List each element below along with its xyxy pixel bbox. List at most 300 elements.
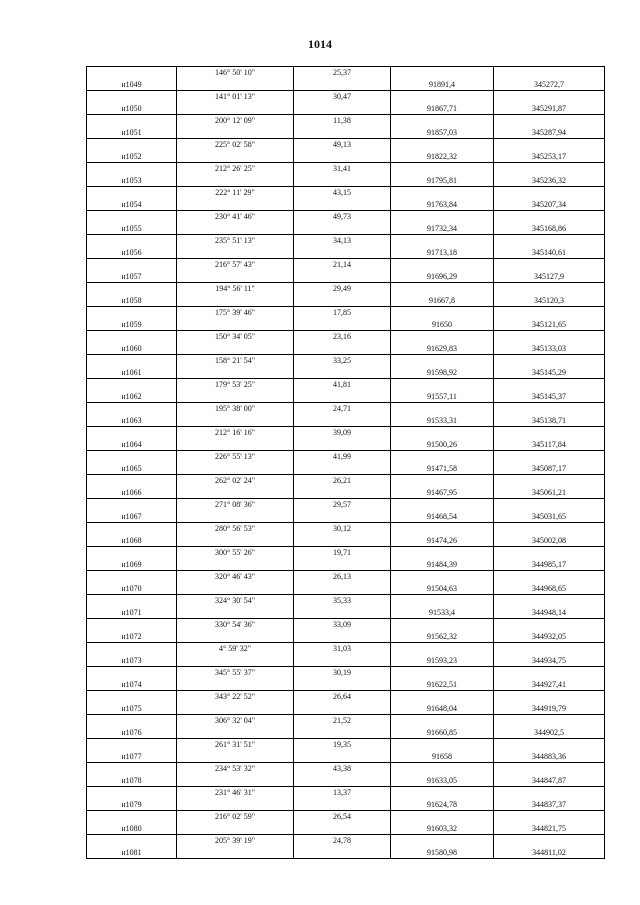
segment-angle-cell: 271° 08' 36" (177, 499, 294, 511)
segment-angle-cell: 158° 21' 54" (177, 355, 294, 367)
point-id-cell: н1060 (87, 343, 177, 355)
point-empty-cell (294, 343, 391, 355)
point-y-cell: 345145,29 (494, 367, 605, 379)
segment-row (87, 451, 605, 463)
segment-angle-cell: 195° 38' 00" (177, 403, 294, 415)
point-empty-cell (294, 535, 391, 547)
segment-empty-cell (494, 307, 605, 319)
point-x-cell: 91624,78 (391, 799, 494, 811)
segment-empty-cell (391, 499, 494, 511)
segment-empty-cell (391, 739, 494, 751)
segment-angle-cell: 216° 02' 59" (177, 811, 294, 823)
point-id-cell: н1078 (87, 775, 177, 787)
point-empty-cell (177, 751, 294, 763)
point-id-cell: н1062 (87, 391, 177, 403)
segment-row (87, 427, 605, 439)
point-row (87, 103, 605, 115)
segment-empty-cell (494, 451, 605, 463)
point-empty-cell (294, 511, 391, 523)
point-empty-cell (177, 415, 294, 427)
segment-row (87, 307, 605, 319)
segment-empty-cell (494, 187, 605, 199)
point-row (87, 823, 605, 835)
segment-empty-cell (87, 523, 177, 535)
segment-row (87, 331, 605, 343)
point-empty-cell (177, 799, 294, 811)
point-id-cell: н1049 (87, 79, 177, 91)
segment-empty-cell (87, 211, 177, 223)
segment-empty-cell (391, 139, 494, 151)
segment-row (87, 403, 605, 415)
segment-length-cell: 30,12 (294, 523, 391, 535)
segment-empty-cell (391, 67, 494, 79)
segment-empty-cell (391, 187, 494, 199)
segment-empty-cell (391, 163, 494, 175)
segment-empty-cell (87, 571, 177, 583)
segment-length-cell: 24,78 (294, 835, 391, 847)
point-empty-cell (177, 583, 294, 595)
point-y-cell: 344847,87 (494, 775, 605, 787)
segment-row (87, 619, 605, 631)
segment-empty-cell (87, 763, 177, 775)
segment-length-cell: 41,81 (294, 379, 391, 391)
point-x-cell: 91580,98 (391, 847, 494, 859)
point-empty-cell (294, 463, 391, 475)
point-y-cell: 345120,3 (494, 295, 605, 307)
segment-empty-cell (87, 667, 177, 679)
segment-row (87, 835, 605, 847)
segment-empty-cell (391, 571, 494, 583)
segment-empty-cell (391, 283, 494, 295)
segment-length-cell: 29,49 (294, 283, 391, 295)
segment-empty-cell (494, 571, 605, 583)
point-id-cell: н1077 (87, 751, 177, 763)
segment-empty-cell (87, 379, 177, 391)
point-id-cell: н1075 (87, 703, 177, 715)
point-id-cell: н1068 (87, 535, 177, 547)
point-empty-cell (294, 223, 391, 235)
segment-angle-cell: 306° 32' 04" (177, 715, 294, 727)
point-empty-cell (177, 463, 294, 475)
segment-empty-cell (87, 451, 177, 463)
point-x-cell: 91500,26 (391, 439, 494, 451)
point-y-cell: 345133,03 (494, 343, 605, 355)
segment-empty-cell (391, 811, 494, 823)
segment-empty-cell (391, 763, 494, 775)
segment-length-cell: 21,52 (294, 715, 391, 727)
segment-angle-cell: 222° 11' 29" (177, 187, 294, 199)
segment-angle-cell: 179° 53' 25" (177, 379, 294, 391)
point-empty-cell (294, 775, 391, 787)
point-row (87, 247, 605, 259)
point-x-cell: 91467,95 (391, 487, 494, 499)
point-id-cell: н1061 (87, 367, 177, 379)
point-row (87, 679, 605, 691)
segment-length-cell: 39,09 (294, 427, 391, 439)
point-id-cell: н1050 (87, 103, 177, 115)
point-empty-cell (294, 127, 391, 139)
segment-length-cell: 26,21 (294, 475, 391, 487)
point-id-cell: н1076 (87, 727, 177, 739)
segment-empty-cell (391, 523, 494, 535)
point-row (87, 343, 605, 355)
segment-empty-cell (87, 619, 177, 631)
segment-row (87, 283, 605, 295)
segment-angle-cell: 235° 51' 13" (177, 235, 294, 247)
point-row (87, 655, 605, 667)
point-y-cell: 345138,71 (494, 415, 605, 427)
point-row (87, 703, 605, 715)
segment-empty-cell (87, 715, 177, 727)
segment-empty-cell (391, 475, 494, 487)
point-y-cell: 344837,37 (494, 799, 605, 811)
segment-angle-cell: 231° 46' 31" (177, 787, 294, 799)
segment-empty-cell (87, 307, 177, 319)
point-x-cell: 91593,23 (391, 655, 494, 667)
point-y-cell: 345127,9 (494, 271, 605, 283)
point-empty-cell (177, 295, 294, 307)
point-empty-cell (177, 847, 294, 859)
segment-empty-cell (391, 715, 494, 727)
segment-angle-cell: 230° 41' 46" (177, 211, 294, 223)
segment-row (87, 715, 605, 727)
point-empty-cell (294, 607, 391, 619)
point-y-cell: 344927,41 (494, 679, 605, 691)
segment-row (87, 739, 605, 751)
segment-row (87, 235, 605, 247)
segment-empty-cell (87, 163, 177, 175)
segment-angle-cell: 141° 01' 13" (177, 91, 294, 103)
segment-length-cell: 30,19 (294, 667, 391, 679)
point-empty-cell (294, 799, 391, 811)
point-empty-cell (294, 415, 391, 427)
segment-length-cell: 19,35 (294, 739, 391, 751)
segment-angle-cell: 146° 50' 10" (177, 67, 294, 79)
segment-empty-cell (494, 427, 605, 439)
segment-angle-cell: 4° 59' 32" (177, 643, 294, 655)
segment-empty-cell (494, 403, 605, 415)
segment-empty-cell (87, 67, 177, 79)
point-x-cell: 91648,04 (391, 703, 494, 715)
segment-row (87, 259, 605, 271)
point-id-cell: н1063 (87, 415, 177, 427)
segment-empty-cell (391, 667, 494, 679)
point-empty-cell (177, 655, 294, 667)
point-id-cell: н1074 (87, 679, 177, 691)
point-empty-cell (177, 223, 294, 235)
segment-length-cell: 21,14 (294, 259, 391, 271)
segment-row (87, 379, 605, 391)
segment-angle-cell: 194° 56' 11" (177, 283, 294, 295)
segment-angle-cell: 225° 02' 58" (177, 139, 294, 151)
segment-length-cell: 26,64 (294, 691, 391, 703)
segment-empty-cell (494, 595, 605, 607)
coordinates-table (86, 66, 605, 859)
segment-empty-cell (391, 331, 494, 343)
point-id-cell: н1064 (87, 439, 177, 451)
point-id-cell: н1059 (87, 319, 177, 331)
point-empty-cell (177, 199, 294, 211)
point-row (87, 799, 605, 811)
segment-length-cell: 49,73 (294, 211, 391, 223)
point-empty-cell (294, 199, 391, 211)
point-row (87, 175, 605, 187)
segment-row (87, 499, 605, 511)
segment-empty-cell (494, 91, 605, 103)
segment-empty-cell (87, 547, 177, 559)
point-id-cell: н1052 (87, 151, 177, 163)
segment-empty-cell (391, 835, 494, 847)
point-row (87, 223, 605, 235)
segment-length-cell: 33,25 (294, 355, 391, 367)
segment-empty-cell (494, 115, 605, 127)
point-empty-cell (294, 655, 391, 667)
point-id-cell: н1051 (87, 127, 177, 139)
point-empty-cell (294, 175, 391, 187)
point-id-cell: н1056 (87, 247, 177, 259)
segment-length-cell: 41,99 (294, 451, 391, 463)
segment-angle-cell: 345° 55' 37" (177, 667, 294, 679)
segment-empty-cell (391, 259, 494, 271)
segment-empty-cell (494, 379, 605, 391)
segment-empty-cell (87, 811, 177, 823)
point-y-cell: 345087,17 (494, 463, 605, 475)
point-id-cell: н1071 (87, 607, 177, 619)
point-row (87, 367, 605, 379)
segment-length-cell: 13,37 (294, 787, 391, 799)
point-y-cell: 344821,75 (494, 823, 605, 835)
point-id-cell: н1072 (87, 631, 177, 643)
point-empty-cell (294, 679, 391, 691)
segment-empty-cell (494, 523, 605, 535)
point-row (87, 775, 605, 787)
point-row (87, 607, 605, 619)
segment-angle-cell: 261° 31' 51" (177, 739, 294, 751)
point-x-cell: 91763,84 (391, 199, 494, 211)
point-row (87, 199, 605, 211)
segment-empty-cell (87, 115, 177, 127)
segment-angle-cell: 212° 16' 16" (177, 427, 294, 439)
point-y-cell: 344934,75 (494, 655, 605, 667)
point-empty-cell (294, 151, 391, 163)
point-empty-cell (177, 823, 294, 835)
point-y-cell: 345117,84 (494, 439, 605, 451)
segment-angle-cell: 175° 39' 46" (177, 307, 294, 319)
point-row (87, 583, 605, 595)
point-id-cell: н1054 (87, 199, 177, 211)
segment-empty-cell (87, 91, 177, 103)
segment-length-cell: 19,71 (294, 547, 391, 559)
segment-row (87, 163, 605, 175)
point-x-cell: 91857,03 (391, 127, 494, 139)
segment-length-cell: 34,13 (294, 235, 391, 247)
point-x-cell: 91713,18 (391, 247, 494, 259)
segment-empty-cell (494, 211, 605, 223)
segment-empty-cell (391, 643, 494, 655)
segment-empty-cell (87, 427, 177, 439)
point-y-cell: 345031,65 (494, 511, 605, 523)
point-empty-cell (177, 367, 294, 379)
point-y-cell: 344985,17 (494, 559, 605, 571)
segment-empty-cell (87, 139, 177, 151)
point-empty-cell (177, 271, 294, 283)
point-empty-cell (177, 535, 294, 547)
point-empty-cell (177, 103, 294, 115)
segment-empty-cell (494, 787, 605, 799)
point-x-cell: 91867,71 (391, 103, 494, 115)
segment-row (87, 691, 605, 703)
segment-empty-cell (494, 715, 605, 727)
point-x-cell: 91471,58 (391, 463, 494, 475)
point-empty-cell (294, 559, 391, 571)
point-row (87, 511, 605, 523)
point-empty-cell (294, 367, 391, 379)
segment-empty-cell (494, 139, 605, 151)
segment-length-cell: 35,33 (294, 595, 391, 607)
point-y-cell: 344932,05 (494, 631, 605, 643)
segment-row (87, 787, 605, 799)
point-row (87, 631, 605, 643)
segment-length-cell: 30,47 (294, 91, 391, 103)
point-empty-cell (177, 727, 294, 739)
point-row (87, 439, 605, 451)
segment-row (87, 763, 605, 775)
point-empty-cell (294, 439, 391, 451)
segment-angle-cell: 320° 46' 43" (177, 571, 294, 583)
point-empty-cell (177, 775, 294, 787)
point-y-cell: 345287,94 (494, 127, 605, 139)
point-y-cell: 345291,87 (494, 103, 605, 115)
point-y-cell: 345140,61 (494, 247, 605, 259)
segment-empty-cell (87, 355, 177, 367)
segment-empty-cell (494, 739, 605, 751)
point-empty-cell (177, 391, 294, 403)
point-empty-cell (177, 679, 294, 691)
point-empty-cell (294, 847, 391, 859)
segment-empty-cell (391, 691, 494, 703)
point-empty-cell (177, 343, 294, 355)
point-x-cell: 91562,32 (391, 631, 494, 643)
point-row (87, 727, 605, 739)
point-x-cell: 91629,83 (391, 343, 494, 355)
segment-length-cell: 26,54 (294, 811, 391, 823)
point-row (87, 271, 605, 283)
point-y-cell: 344948,14 (494, 607, 605, 619)
segment-row (87, 667, 605, 679)
point-x-cell: 91667,8 (391, 295, 494, 307)
coordinates-table-body (87, 67, 605, 859)
point-x-cell: 91622,51 (391, 679, 494, 691)
point-row (87, 535, 605, 547)
point-x-cell: 91795,81 (391, 175, 494, 187)
segment-angle-cell: 212° 26' 25" (177, 163, 294, 175)
point-empty-cell (294, 295, 391, 307)
point-y-cell: 345207,34 (494, 199, 605, 211)
point-row (87, 751, 605, 763)
segment-row (87, 139, 605, 151)
point-row (87, 319, 605, 331)
segment-length-cell: 43,38 (294, 763, 391, 775)
point-empty-cell (294, 103, 391, 115)
point-row (87, 463, 605, 475)
segment-empty-cell (87, 475, 177, 487)
point-empty-cell (294, 823, 391, 835)
segment-row (87, 115, 605, 127)
segment-length-cell: 29,57 (294, 499, 391, 511)
segment-empty-cell (87, 835, 177, 847)
point-empty-cell (177, 247, 294, 259)
point-x-cell: 91484,39 (391, 559, 494, 571)
segment-angle-cell: 226° 55' 13" (177, 451, 294, 463)
page-number: 1014 (308, 37, 332, 51)
point-x-cell: 91557,11 (391, 391, 494, 403)
segment-empty-cell (494, 259, 605, 271)
segment-empty-cell (391, 307, 494, 319)
point-empty-cell (177, 319, 294, 331)
segment-empty-cell (87, 787, 177, 799)
point-x-cell: 91598,92 (391, 367, 494, 379)
point-x-cell: 91891,4 (391, 79, 494, 91)
segment-row (87, 211, 605, 223)
segment-empty-cell (494, 235, 605, 247)
segment-row (87, 547, 605, 559)
segment-empty-cell (87, 259, 177, 271)
segment-empty-cell (494, 331, 605, 343)
point-y-cell: 345121,65 (494, 319, 605, 331)
segment-length-cell: 43,15 (294, 187, 391, 199)
point-x-cell: 91650 (391, 319, 494, 331)
segment-empty-cell (391, 355, 494, 367)
segment-angle-cell: 200° 12' 09" (177, 115, 294, 127)
segment-empty-cell (391, 427, 494, 439)
point-y-cell: 345236,32 (494, 175, 605, 187)
segment-empty-cell (494, 355, 605, 367)
point-empty-cell (294, 751, 391, 763)
segment-length-cell: 17,85 (294, 307, 391, 319)
point-empty-cell (294, 583, 391, 595)
segment-empty-cell (87, 235, 177, 247)
segment-row (87, 523, 605, 535)
point-y-cell: 345272,7 (494, 79, 605, 91)
segment-angle-cell: 150° 34' 05" (177, 331, 294, 343)
segment-length-cell: 25,37 (294, 67, 391, 79)
segment-empty-cell (391, 547, 494, 559)
point-id-cell: н1067 (87, 511, 177, 523)
point-empty-cell (177, 175, 294, 187)
segment-empty-cell (391, 235, 494, 247)
segment-row (87, 643, 605, 655)
segment-empty-cell (494, 547, 605, 559)
point-row (87, 847, 605, 859)
point-empty-cell (177, 631, 294, 643)
segment-empty-cell (494, 67, 605, 79)
point-empty-cell (294, 631, 391, 643)
point-row (87, 391, 605, 403)
point-empty-cell (294, 319, 391, 331)
segment-empty-cell (391, 91, 494, 103)
point-x-cell: 91474,26 (391, 535, 494, 547)
segment-row (87, 91, 605, 103)
point-y-cell: 345002,08 (494, 535, 605, 547)
point-row (87, 295, 605, 307)
point-x-cell: 91696,29 (391, 271, 494, 283)
segment-empty-cell (391, 595, 494, 607)
segment-angle-cell: 205° 39' 19" (177, 835, 294, 847)
point-id-cell: н1053 (87, 175, 177, 187)
segment-length-cell: 31,03 (294, 643, 391, 655)
segment-angle-cell: 216° 57' 43" (177, 259, 294, 271)
segment-empty-cell (87, 331, 177, 343)
